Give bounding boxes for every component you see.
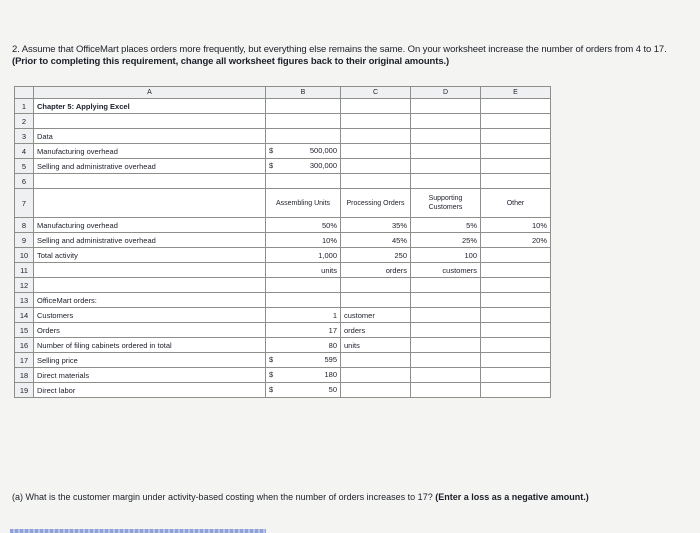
- sub-question-hint: (Enter a loss as a negative amount.): [435, 492, 589, 502]
- cell: [34, 263, 266, 278]
- cell: [411, 99, 481, 114]
- percent-cell: 5%: [411, 218, 481, 233]
- orders-unit: orders: [341, 323, 411, 338]
- row-6: [15, 174, 551, 189]
- percent-cell: 10%: [481, 218, 551, 233]
- cell: [411, 368, 481, 383]
- selling-admin-overhead-label: Selling and administrative overhead: [34, 233, 266, 248]
- cell: [481, 293, 551, 308]
- cell: [481, 278, 551, 293]
- cell: [266, 174, 341, 189]
- cell: [34, 114, 266, 129]
- total-activity-customers: 100: [411, 248, 481, 263]
- amount-value: 300,000: [309, 161, 337, 170]
- cell: [481, 383, 551, 398]
- row-4: [15, 144, 551, 159]
- cell: [481, 129, 551, 144]
- cell: [341, 114, 411, 129]
- row-number: 1: [15, 99, 34, 114]
- cell: [266, 114, 341, 129]
- selling-price-amount: [266, 353, 341, 368]
- cell: [34, 189, 266, 218]
- cell: [481, 263, 551, 278]
- row-8: [15, 218, 551, 233]
- cell: [266, 278, 341, 293]
- cell: [341, 293, 411, 308]
- row-10: [15, 248, 551, 263]
- dollar-sign: $: [269, 161, 274, 170]
- dollar-sign: $: [269, 385, 274, 394]
- manufacturing-overhead-label: Manufacturing overhead: [34, 144, 266, 159]
- corner-cell: [15, 87, 34, 99]
- cell: [411, 159, 481, 174]
- question-main: 2. Assume that OfficeMart places orders more frequently, but everything else remains the same. On your worksheet increase the number of orders from 4 to 17.: [12, 44, 667, 55]
- cell: [266, 293, 341, 308]
- filing-cabinets-label: Number of filing cabinets ordered in total: [34, 338, 266, 353]
- column-header-c: C: [341, 87, 411, 99]
- cell: [411, 114, 481, 129]
- amount-value: 180: [324, 370, 337, 379]
- row-14: [15, 308, 551, 323]
- cell: [341, 99, 411, 114]
- selling-admin-overhead-amount: [266, 159, 341, 174]
- answer-area-edge[interactable]: [10, 529, 266, 533]
- row-number: 9: [15, 233, 34, 248]
- row-12: [15, 278, 551, 293]
- cell: [481, 144, 551, 159]
- cell: [341, 129, 411, 144]
- percent-cell: 35%: [341, 218, 411, 233]
- row-15: [15, 323, 551, 338]
- filing-cabinets-unit: units: [341, 338, 411, 353]
- row-number: 2: [15, 114, 34, 129]
- orders-label: Orders: [34, 323, 266, 338]
- column-header-a: A: [34, 87, 266, 99]
- row-number: 6: [15, 174, 34, 189]
- row-number: 19: [15, 383, 34, 398]
- cell: [481, 174, 551, 189]
- sub-question: [12, 492, 682, 503]
- processing-orders-header: Processing Orders: [341, 189, 411, 218]
- dollar-sign: $: [269, 355, 274, 364]
- total-activity-units: 1,000: [266, 248, 341, 263]
- column-header-d: D: [411, 87, 481, 99]
- row-number: 18: [15, 368, 34, 383]
- column-header-row: [15, 87, 551, 99]
- row-13: [15, 293, 551, 308]
- cell: [481, 323, 551, 338]
- question-text: [12, 44, 682, 68]
- row-5: [15, 159, 551, 174]
- manufacturing-overhead-amount: [266, 144, 341, 159]
- row-number: 7: [15, 189, 34, 218]
- cell: [411, 278, 481, 293]
- cell: [481, 99, 551, 114]
- cell: [341, 383, 411, 398]
- question-note: (Prior to completing this requirement, change all worksheet figures back to their original amounts.): [12, 56, 450, 67]
- unit-label: orders: [341, 263, 411, 278]
- amount-value: 595: [324, 355, 337, 364]
- percent-cell: 20%: [481, 233, 551, 248]
- percent-cell: 50%: [266, 218, 341, 233]
- total-activity-label: Total activity: [34, 248, 266, 263]
- percent-cell: 25%: [411, 233, 481, 248]
- row-number: 12: [15, 278, 34, 293]
- row-number: 4: [15, 144, 34, 159]
- supporting-customers-header: Supporting Customers: [411, 189, 481, 218]
- row-number: 17: [15, 353, 34, 368]
- cell: [341, 174, 411, 189]
- cell: [411, 338, 481, 353]
- row-number: 15: [15, 323, 34, 338]
- unit-label: units: [266, 263, 341, 278]
- row-number: 8: [15, 218, 34, 233]
- cell: [341, 278, 411, 293]
- other-header: Other: [481, 189, 551, 218]
- manufacturing-overhead-label: Manufacturing overhead: [34, 218, 266, 233]
- row-7: [15, 189, 551, 218]
- row-number: 11: [15, 263, 34, 278]
- percent-cell: 10%: [266, 233, 341, 248]
- row-number: 13: [15, 293, 34, 308]
- row-number: 10: [15, 248, 34, 263]
- dollar-sign: $: [269, 146, 274, 155]
- officemart-orders-label: OfficeMart orders:: [34, 293, 266, 308]
- row-2: [15, 114, 551, 129]
- excel-worksheet: [14, 86, 551, 398]
- cell: [481, 353, 551, 368]
- row-number: 16: [15, 338, 34, 353]
- filing-cabinets-value: 80: [266, 338, 341, 353]
- cell: [411, 323, 481, 338]
- row-18: [15, 368, 551, 383]
- direct-materials-amount: [266, 368, 341, 383]
- cell: [341, 144, 411, 159]
- sheet-title: Chapter 5: Applying Excel: [34, 99, 266, 114]
- amount-value: 500,000: [309, 146, 337, 155]
- row-3: [15, 129, 551, 144]
- cell: [341, 368, 411, 383]
- row-number: 3: [15, 129, 34, 144]
- row-17: [15, 353, 551, 368]
- unit-label: customers: [411, 263, 481, 278]
- cell: [266, 99, 341, 114]
- cell: [411, 129, 481, 144]
- cell: [411, 308, 481, 323]
- cell: [34, 278, 266, 293]
- direct-labor-label: Direct labor: [34, 383, 266, 398]
- cell: [266, 129, 341, 144]
- customers-value: 1: [266, 308, 341, 323]
- column-header-e: E: [481, 87, 551, 99]
- cell: [481, 368, 551, 383]
- row-number: 5: [15, 159, 34, 174]
- cell: [34, 174, 266, 189]
- column-header-b: B: [266, 87, 341, 99]
- cell: [411, 144, 481, 159]
- total-activity-orders: 250: [341, 248, 411, 263]
- row-19: [15, 383, 551, 398]
- customers-unit: customer: [341, 308, 411, 323]
- customers-label: Customers: [34, 308, 266, 323]
- cell: [481, 114, 551, 129]
- cell: [411, 383, 481, 398]
- direct-materials-label: Direct materials: [34, 368, 266, 383]
- cell: [411, 174, 481, 189]
- cell: [341, 353, 411, 368]
- row-9: [15, 233, 551, 248]
- cell: [481, 159, 551, 174]
- cell: [411, 353, 481, 368]
- row-11: [15, 263, 551, 278]
- cell: [481, 338, 551, 353]
- cell: [411, 293, 481, 308]
- cell: [481, 248, 551, 263]
- amount-value: 50: [328, 385, 337, 394]
- cell: [481, 308, 551, 323]
- orders-value: 17: [266, 323, 341, 338]
- cell: [341, 159, 411, 174]
- percent-cell: 45%: [341, 233, 411, 248]
- sub-question-text: (a) What is the customer margin under activity-based costing when the number of orders increases to 17?: [12, 492, 433, 502]
- row-number: 14: [15, 308, 34, 323]
- dollar-sign: $: [269, 370, 274, 379]
- data-label: Data: [34, 129, 266, 144]
- selling-admin-overhead-label: Selling and administrative overhead: [34, 159, 266, 174]
- row-1: [15, 99, 551, 114]
- assembling-units-header: Assembling Units: [266, 189, 341, 218]
- row-16: [15, 338, 551, 353]
- selling-price-label: Selling price: [34, 353, 266, 368]
- direct-labor-amount: [266, 383, 341, 398]
